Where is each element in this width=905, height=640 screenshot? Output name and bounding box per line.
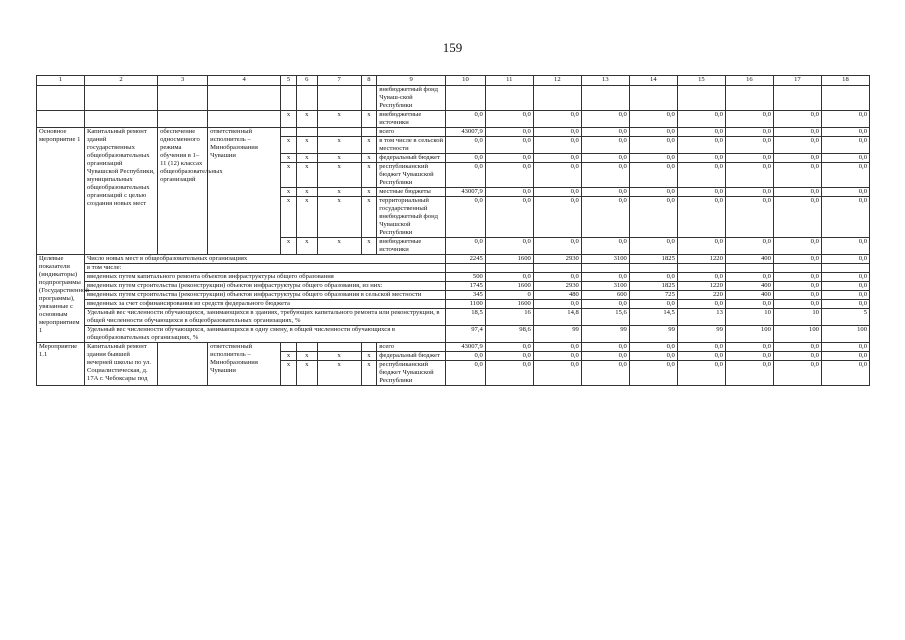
value-cell: 0,0 xyxy=(533,361,581,386)
value-cell: 0,0 xyxy=(821,291,869,300)
column-number: 13 xyxy=(581,76,629,86)
value-cell: 0,0 xyxy=(821,188,869,197)
value-cell: 0,0 xyxy=(821,273,869,282)
value-cell: 0,0 xyxy=(677,111,725,128)
value-cell: 0,0 xyxy=(446,137,486,154)
value-cell: 480 xyxy=(533,291,581,300)
x-mark-cell: x xyxy=(296,111,317,128)
indicator-row xyxy=(37,264,870,273)
empty-cell xyxy=(208,111,281,128)
value-cell: 0,0 xyxy=(677,188,725,197)
column-number: 14 xyxy=(629,76,677,86)
value-cell: 0,0 xyxy=(725,111,773,128)
value-cell: 0,0 xyxy=(773,352,821,361)
funding-source-cell: территориальный государственный внебюджетный фонд Чувашской Республики xyxy=(377,197,446,238)
value-cell: 1745 xyxy=(446,282,486,291)
event-executor-cell: ответственный исполнитель – Минобразования Чувашии xyxy=(208,128,281,255)
x-mark-cell: x xyxy=(361,238,377,255)
table-row xyxy=(37,128,870,137)
value-cell: 0,0 xyxy=(773,137,821,154)
x-mark-cell: x xyxy=(317,154,361,163)
value-cell xyxy=(629,86,677,111)
x-mark-cell: x xyxy=(296,361,317,386)
value-cell: 1825 xyxy=(629,282,677,291)
value-cell: 0,0 xyxy=(533,154,581,163)
value-cell: 0,0 xyxy=(581,163,629,188)
x-mark-cell: x xyxy=(317,163,361,188)
value-cell: 10 xyxy=(773,309,821,326)
value-cell: 400 xyxy=(725,255,773,264)
value-cell: 0,0 xyxy=(581,343,629,352)
value-cell: 400 xyxy=(725,291,773,300)
value-cell: 0,0 xyxy=(485,128,533,137)
x-mark-cell: x xyxy=(317,188,361,197)
value-cell xyxy=(629,264,677,273)
funding-source-cell: республиканский бюджет Чувашской Республики xyxy=(377,163,446,188)
x-mark-cell: x xyxy=(296,197,317,238)
event-executor-cell: ответственный исполнитель – Минобразования Чувашии xyxy=(208,343,281,386)
value-cell: 0,0 xyxy=(629,128,677,137)
x-mark-cell xyxy=(361,343,377,352)
column-number: 18 xyxy=(821,76,869,86)
value-cell: 345 xyxy=(446,291,486,300)
x-mark-cell: x xyxy=(361,137,377,154)
value-cell: 0,0 xyxy=(773,111,821,128)
x-mark-cell: x xyxy=(281,163,297,188)
value-cell xyxy=(446,86,486,111)
value-cell: 0,0 xyxy=(821,343,869,352)
value-cell: 14,8 xyxy=(533,309,581,326)
value-cell: 100 xyxy=(773,326,821,343)
funding-source-cell: всего xyxy=(377,128,446,137)
value-cell xyxy=(533,264,581,273)
x-mark-cell: x xyxy=(361,361,377,386)
value-cell: 0,0 xyxy=(821,137,869,154)
x-mark-cell: x xyxy=(361,163,377,188)
value-cell: 0,0 xyxy=(821,361,869,386)
x-mark-cell: x xyxy=(281,352,297,361)
value-cell: 97,4 xyxy=(446,326,486,343)
event-name-cell: Мероприятие 1.1 xyxy=(37,343,85,386)
x-mark-cell xyxy=(281,128,297,137)
x-mark-cell: x xyxy=(361,111,377,128)
value-cell: 0,0 xyxy=(629,352,677,361)
empty-cell xyxy=(85,111,158,128)
value-cell: 0,0 xyxy=(581,111,629,128)
x-mark-cell: x xyxy=(361,197,377,238)
value-cell: 0,0 xyxy=(446,352,486,361)
value-cell: 0,0 xyxy=(821,238,869,255)
event-purpose-cell: обеспечение односменного режима обучения в 1–11 (12) классах общеобразовательных организаций xyxy=(158,128,208,255)
x-mark-cell: x xyxy=(317,238,361,255)
x-mark-cell: x xyxy=(281,238,297,255)
value-cell: 0,0 xyxy=(677,343,725,352)
x-mark-cell: x xyxy=(296,238,317,255)
value-cell: 0,0 xyxy=(725,197,773,238)
value-cell xyxy=(446,264,486,273)
value-cell: 0,0 xyxy=(773,255,821,264)
value-cell: 0,0 xyxy=(773,343,821,352)
x-mark-cell xyxy=(317,343,361,352)
value-cell: 0,0 xyxy=(446,238,486,255)
value-cell xyxy=(725,264,773,273)
value-cell: 0,0 xyxy=(677,352,725,361)
value-cell: 0,0 xyxy=(485,111,533,128)
value-cell: 0,0 xyxy=(581,273,629,282)
value-cell: 1600 xyxy=(485,300,533,309)
value-cell: 0,0 xyxy=(533,197,581,238)
value-cell: 0,0 xyxy=(725,273,773,282)
indicator-text-cell: Удельный вес численности обучающихся, занимающихся в зданиях, требующих капитального ремонта или реконструкции, в общей численности обучающихся в общеобразовательных организациях, % xyxy=(85,309,446,326)
value-cell: 0,0 xyxy=(581,137,629,154)
value-cell: 1825 xyxy=(629,255,677,264)
x-mark-cell: x xyxy=(317,137,361,154)
value-cell: 0,0 xyxy=(821,163,869,188)
value-cell: 15,6 xyxy=(581,309,629,326)
value-cell: 0,0 xyxy=(533,300,581,309)
event-purpose-cell xyxy=(158,343,208,386)
value-cell: 0,0 xyxy=(773,300,821,309)
empty-cell xyxy=(37,111,85,128)
column-number: 11 xyxy=(485,76,533,86)
value-cell: 16 xyxy=(485,309,533,326)
value-cell: 0,0 xyxy=(485,137,533,154)
indicator-row xyxy=(37,309,870,326)
funding-source-cell: внебюджетные источники xyxy=(377,238,446,255)
value-cell: 0 xyxy=(485,291,533,300)
value-cell: 0,0 xyxy=(677,137,725,154)
value-cell: 0,0 xyxy=(485,154,533,163)
x-mark-cell: x xyxy=(281,361,297,386)
value-cell: 14,5 xyxy=(629,309,677,326)
x-mark-cell xyxy=(296,128,317,137)
value-cell: 100 xyxy=(821,326,869,343)
value-cell: 0,0 xyxy=(629,111,677,128)
value-cell: 0,0 xyxy=(485,238,533,255)
value-cell xyxy=(677,264,725,273)
value-cell xyxy=(725,86,773,111)
value-cell: 18,5 xyxy=(446,309,486,326)
value-cell: 0,0 xyxy=(629,163,677,188)
x-mark-cell: x xyxy=(296,163,317,188)
value-cell: 0,0 xyxy=(725,154,773,163)
value-cell: 3100 xyxy=(581,282,629,291)
value-cell xyxy=(677,86,725,111)
x-mark-cell: x xyxy=(281,137,297,154)
value-cell: 0,0 xyxy=(485,361,533,386)
value-cell: 0,0 xyxy=(446,154,486,163)
value-cell: 2930 xyxy=(533,282,581,291)
x-mark-cell: x xyxy=(361,154,377,163)
value-cell: 0,0 xyxy=(677,238,725,255)
value-cell: 0,0 xyxy=(629,188,677,197)
page-number: 159 xyxy=(442,40,463,55)
value-cell xyxy=(581,264,629,273)
value-cell: 0,0 xyxy=(725,352,773,361)
value-cell: 0,0 xyxy=(677,154,725,163)
value-cell: 0,0 xyxy=(581,361,629,386)
table-row xyxy=(37,343,870,352)
indicator-row xyxy=(37,291,870,300)
value-cell: 0,0 xyxy=(821,255,869,264)
empty-cell xyxy=(158,111,208,128)
value-cell: 0,0 xyxy=(485,163,533,188)
value-cell: 0,0 xyxy=(773,282,821,291)
value-cell: 0,0 xyxy=(629,273,677,282)
x-mark-cell xyxy=(296,343,317,352)
x-mark-cell: x xyxy=(296,352,317,361)
value-cell: 0,0 xyxy=(581,154,629,163)
table-row xyxy=(37,86,870,111)
value-cell: 400 xyxy=(725,282,773,291)
column-number: 6 xyxy=(296,76,317,86)
value-cell: 0,0 xyxy=(821,282,869,291)
value-cell: 0,0 xyxy=(821,111,869,128)
value-cell: 0,0 xyxy=(533,163,581,188)
x-mark-cell xyxy=(281,343,297,352)
value-cell: 99 xyxy=(533,326,581,343)
column-number: 5 xyxy=(281,76,297,86)
x-mark-cell xyxy=(361,128,377,137)
value-cell: 1220 xyxy=(677,282,725,291)
value-cell: 0,0 xyxy=(773,128,821,137)
value-cell: 0,0 xyxy=(581,188,629,197)
funding-source-cell: федеральный бюджет xyxy=(377,352,446,361)
column-number: 16 xyxy=(725,76,773,86)
value-cell: 0,0 xyxy=(533,111,581,128)
value-cell: 3100 xyxy=(581,255,629,264)
value-cell: 0,0 xyxy=(677,197,725,238)
column-number: 10 xyxy=(446,76,486,86)
column-number: 12 xyxy=(533,76,581,86)
value-cell: 0,0 xyxy=(725,361,773,386)
value-cell xyxy=(773,86,821,111)
empty-cell xyxy=(208,86,281,111)
value-cell: 725 xyxy=(629,291,677,300)
value-cell: 0,0 xyxy=(677,128,725,137)
value-cell: 0,0 xyxy=(485,352,533,361)
value-cell: 0,0 xyxy=(533,273,581,282)
x-mark-cell: x xyxy=(317,197,361,238)
x-mark-cell: x xyxy=(317,352,361,361)
value-cell: 0,0 xyxy=(821,352,869,361)
x-mark-cell: x xyxy=(296,188,317,197)
value-cell: 600 xyxy=(581,291,629,300)
value-cell: 0,0 xyxy=(533,137,581,154)
value-cell: 0,0 xyxy=(725,128,773,137)
value-cell: 0,0 xyxy=(629,154,677,163)
funding-source-cell: местные бюджеты xyxy=(377,188,446,197)
value-cell: 0,0 xyxy=(533,188,581,197)
value-cell: 43007,9 xyxy=(446,343,486,352)
value-cell: 0,0 xyxy=(821,154,869,163)
x-mark-cell: x xyxy=(317,361,361,386)
value-cell: 0,0 xyxy=(446,197,486,238)
indicator-row xyxy=(37,273,870,282)
indicator-text-cell: Удельный вес численности обучающихся, занимающихся в одну смену, в общей численности обучающихся в общеобразовательных организациях, % xyxy=(85,326,446,343)
value-cell: 0,0 xyxy=(725,163,773,188)
indicator-text-cell: в том числе: xyxy=(85,264,446,273)
value-cell: 0,0 xyxy=(629,197,677,238)
indicator-row xyxy=(37,300,870,309)
value-cell: 1600 xyxy=(485,282,533,291)
value-cell xyxy=(581,86,629,111)
value-cell: 0,0 xyxy=(629,300,677,309)
value-cell: 0,0 xyxy=(725,238,773,255)
value-cell: 0,0 xyxy=(773,163,821,188)
value-cell xyxy=(821,86,869,111)
value-cell: 220 xyxy=(677,291,725,300)
empty-cell xyxy=(158,86,208,111)
value-cell: 0,0 xyxy=(725,137,773,154)
value-cell: 0,0 xyxy=(677,163,725,188)
budget-table xyxy=(36,75,870,386)
funding-source-cell: внебюджетный фонд Чуваш-ской Республики xyxy=(377,86,446,111)
value-cell: 0,0 xyxy=(773,188,821,197)
value-cell: 0,0 xyxy=(581,300,629,309)
value-cell xyxy=(485,86,533,111)
x-mark-cell xyxy=(281,86,297,111)
column-number: 9 xyxy=(377,76,446,86)
funding-source-cell: республиканский бюджет Чувашской Республики xyxy=(377,361,446,386)
indicator-text-cell: Число новых мест в общеобразовательных организациях xyxy=(85,255,446,264)
funding-source-cell: в том числе в сельской местности xyxy=(377,137,446,154)
x-mark-cell xyxy=(317,86,361,111)
value-cell: 0,0 xyxy=(773,273,821,282)
column-number: 1 xyxy=(37,76,85,86)
value-cell: 0,0 xyxy=(533,238,581,255)
value-cell xyxy=(773,264,821,273)
value-cell: 99 xyxy=(629,326,677,343)
value-cell: 0,0 xyxy=(533,343,581,352)
empty-cell xyxy=(85,86,158,111)
value-cell: 2930 xyxy=(533,255,581,264)
value-cell: 0,0 xyxy=(725,188,773,197)
value-cell: 43007,9 xyxy=(446,188,486,197)
value-cell: 43007,9 xyxy=(446,128,486,137)
column-number: 2 xyxy=(85,76,158,86)
value-cell: 0,0 xyxy=(629,361,677,386)
value-cell: 5 xyxy=(821,309,869,326)
value-cell: 0,0 xyxy=(773,361,821,386)
value-cell: 0,0 xyxy=(773,154,821,163)
event-desc-cell: Капитальный ремонт зданий государственных общеобразовательных организаций Чувашской Республики, муниципальных общеобразовательных организаций с целью создания новых мест xyxy=(85,128,158,255)
funding-source-cell: внебюджетные источники xyxy=(377,111,446,128)
value-cell: 0,0 xyxy=(446,163,486,188)
value-cell xyxy=(821,264,869,273)
value-cell: 0,0 xyxy=(821,128,869,137)
value-cell: 1600 xyxy=(485,255,533,264)
indicator-row xyxy=(37,282,870,291)
value-cell: 0,0 xyxy=(821,197,869,238)
indicator-row xyxy=(37,326,870,343)
column-number: 15 xyxy=(677,76,725,86)
x-mark-cell: x xyxy=(281,197,297,238)
value-cell: 1100 xyxy=(446,300,486,309)
value-cell: 0,0 xyxy=(485,343,533,352)
indicator-row xyxy=(37,255,870,264)
value-cell: 10 xyxy=(725,309,773,326)
funding-source-cell: всего xyxy=(377,343,446,352)
value-cell: 0,0 xyxy=(485,197,533,238)
value-cell: 13 xyxy=(677,309,725,326)
value-cell: 0,0 xyxy=(773,238,821,255)
value-cell: 2245 xyxy=(446,255,486,264)
event-desc-cell: Капитальный ремонт здания бывшей вечерней школы по ул. Социалистическая, д. 17А г. Чебоксары под xyxy=(85,343,158,386)
funding-source-cell: федеральный бюджет xyxy=(377,154,446,163)
x-mark-cell: x xyxy=(281,111,297,128)
x-mark-cell: x xyxy=(296,137,317,154)
event-name-cell: Основное мероприятие 1 xyxy=(37,128,85,255)
x-mark-cell xyxy=(317,128,361,137)
column-number: 8 xyxy=(361,76,377,86)
value-cell: 0,0 xyxy=(446,111,486,128)
value-cell: 0,0 xyxy=(485,273,533,282)
value-cell: 0,0 xyxy=(581,128,629,137)
value-cell: 0,0 xyxy=(581,352,629,361)
value-cell: 0,0 xyxy=(677,300,725,309)
x-mark-cell: x xyxy=(296,154,317,163)
value-cell: 0,0 xyxy=(773,197,821,238)
value-cell: 0,0 xyxy=(581,238,629,255)
value-cell: 500 xyxy=(446,273,486,282)
value-cell xyxy=(485,264,533,273)
value-cell: 0,0 xyxy=(446,361,486,386)
value-cell: 0,0 xyxy=(629,238,677,255)
value-cell: 99 xyxy=(677,326,725,343)
value-cell: 99 xyxy=(581,326,629,343)
value-cell: 0,0 xyxy=(773,291,821,300)
value-cell: 0,0 xyxy=(581,197,629,238)
value-cell xyxy=(533,86,581,111)
value-cell: 0,0 xyxy=(629,137,677,154)
indicators-label-cell: Целевые показатели (индикаторы) подпрограммы (Государственной программы), увязанные с основным мероприятием 1 xyxy=(37,255,85,343)
x-mark-cell: x xyxy=(361,352,377,361)
x-mark-cell xyxy=(361,86,377,111)
header-row xyxy=(37,76,870,86)
indicator-text-cell: введенных путем капитального ремонта объектов инфраструктуры общего образования xyxy=(85,273,446,282)
column-number: 3 xyxy=(158,76,208,86)
value-cell: 100 xyxy=(725,326,773,343)
value-cell: 1220 xyxy=(677,255,725,264)
value-cell: 0,0 xyxy=(725,343,773,352)
table-row xyxy=(37,111,870,128)
x-mark-cell: x xyxy=(317,111,361,128)
value-cell: 0,0 xyxy=(725,300,773,309)
value-cell: 0,0 xyxy=(629,343,677,352)
indicator-text-cell: введенных путем строительства (реконструкции) объектов инфраструктуры общего образования, из них: xyxy=(85,282,446,291)
value-cell: 98,6 xyxy=(485,326,533,343)
value-cell: 0,0 xyxy=(485,188,533,197)
value-cell: 0,0 xyxy=(533,352,581,361)
value-cell: 0,0 xyxy=(677,273,725,282)
indicator-text-cell: введенных путем строительства (реконструкции) объектов инфраструктуры общего образования в сельской местности xyxy=(85,291,446,300)
value-cell: 0,0 xyxy=(821,300,869,309)
column-number: 17 xyxy=(773,76,821,86)
x-mark-cell: x xyxy=(281,154,297,163)
indicator-text-cell: введенных за счет софинансирования из средств федерального бюджета xyxy=(85,300,446,309)
x-mark-cell: x xyxy=(361,188,377,197)
empty-cell xyxy=(37,86,85,111)
value-cell: 0,0 xyxy=(533,128,581,137)
x-mark-cell: x xyxy=(281,188,297,197)
x-mark-cell xyxy=(296,86,317,111)
value-cell: 0,0 xyxy=(677,361,725,386)
column-number: 4 xyxy=(208,76,281,86)
column-number: 7 xyxy=(317,76,361,86)
